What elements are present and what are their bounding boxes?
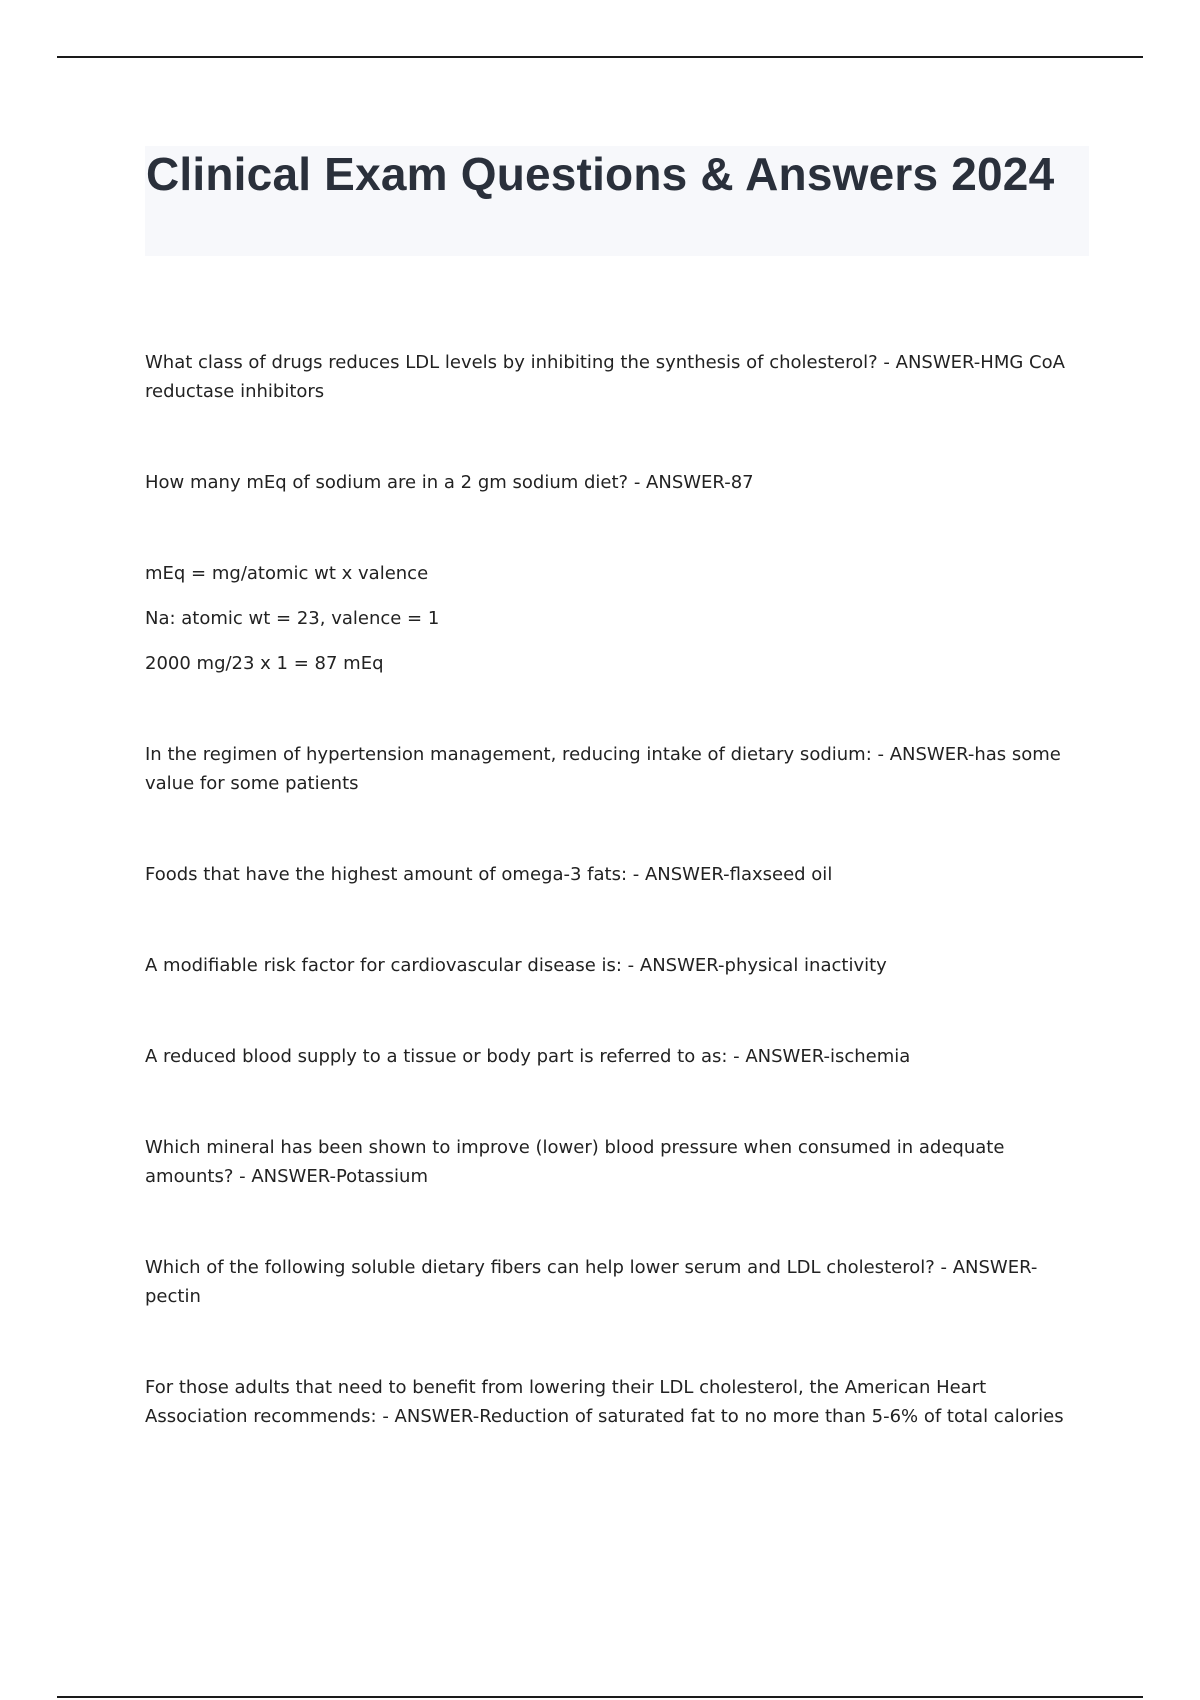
- calc-line-3: 2000 mg/23 x 1 = 87 mEq: [145, 653, 384, 674]
- qa-item-9: For those adults that need to benefit from lowering their LDL cholesterol, the American Heart Association recommends: - ANSWER-Reduction of saturated fat to no more than 5-6% of total calories: [145, 1377, 1064, 1427]
- qa-item-2: How many mEq of sodium are in a 2 gm sodium diet? - ANSWER-87: [145, 472, 754, 493]
- qa-item-4: Foods that have the highest amount of omega-3 fats: - ANSWER-flaxseed oil: [145, 864, 833, 885]
- bottom-rule: [57, 1696, 1143, 1698]
- qa-content: [145, 348, 1075, 1431]
- qa-item-3: In the regimen of hypertension management, reducing intake of dietary sodium: - ANSWER-has some value for some patients: [145, 744, 1061, 794]
- qa-item-7: Which mineral has been shown to improve (lower) blood pressure when consumed in adequate amounts? - ANSWER-Potassium: [145, 1137, 1005, 1187]
- qa-item-5: A modifiable risk factor for cardiovascular disease is: - ANSWER-physical inactivity: [145, 955, 887, 976]
- qa-item-1: What class of drugs reduces LDL levels by inhibiting the synthesis of cholesterol? - ANSWER-HMG CoA reductase inhibitors: [145, 352, 1065, 402]
- calculation-block: [145, 559, 1075, 678]
- calc-line-2: Na: atomic wt = 23, valence = 1: [145, 608, 440, 629]
- top-rule: [57, 56, 1143, 58]
- page-title: Clinical Exam Questions & Answers 2024: [146, 148, 1055, 200]
- calc-line-1: mEq = mg/atomic wt x valence: [145, 563, 429, 584]
- qa-item-8: Which of the following soluble dietary fibers can help lower serum and LDL cholesterol? - ANSWER-pectin: [145, 1257, 1038, 1307]
- qa-item-6: A reduced blood supply to a tissue or body part is referred to as: - ANSWER-ischemia: [145, 1046, 911, 1067]
- title-banner: [145, 146, 1089, 256]
